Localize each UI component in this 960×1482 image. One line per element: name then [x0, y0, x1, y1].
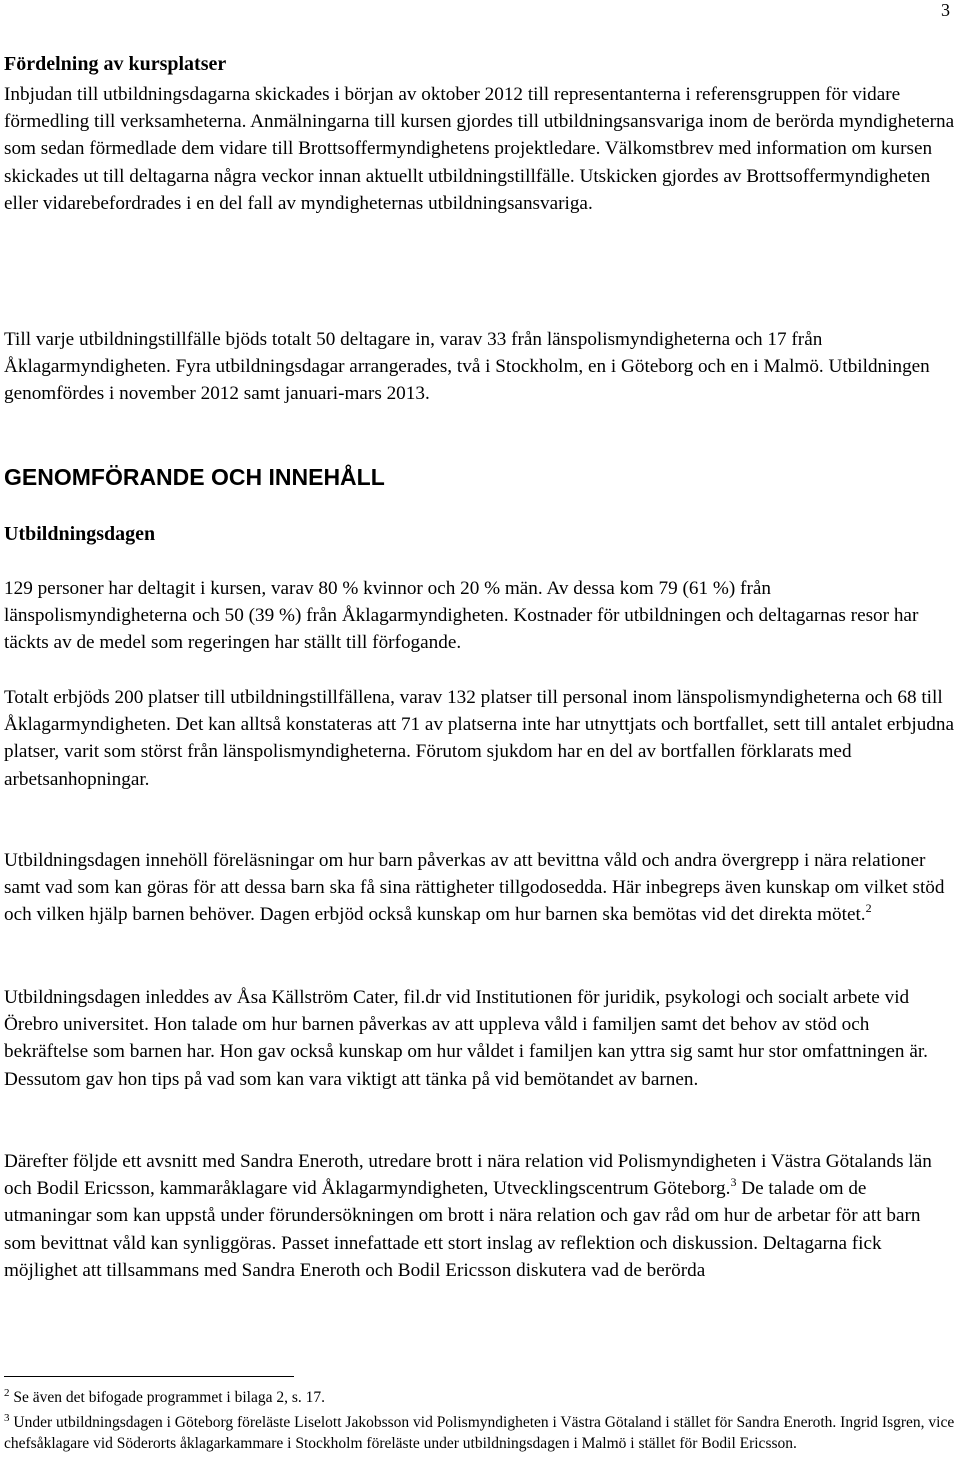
- paragraph-day-content: [4, 847, 956, 929]
- footnote-2-number: 2: [4, 1387, 10, 1399]
- paragraph-participant-stats: 129 personer har deltagit i kursen, varav 80 % kvinnor och 20 % män. Av dessa kom 79 (61 %) från länspolismyndigheterna och 50 (39 %) från Åklagarmyndigheten. Kostnader för utbildningen och deltagarnas resor har täckts av de medel som regeringen har ställt till förfogande.: [4, 578, 919, 654]
- paragraph-offered-places: Totalt erbjöds 200 platser till utbildningstillfällena, varav 132 platser till personal inom länspolismyndigheterna och 68 till Åklagarmyndigheten. Det kan alltså konstateras att 71 av platserna inte har utnyttjats och bortfallet, sett till antalet erbjudna platser, varit som störst från länspolismyndigheterna. Förutom sjukdom har en del av bortfallen förklarats med arbetsanhopningar.: [4, 687, 955, 790]
- paragraph-first-lecture: Utbildningsdagen inleddes av Åsa Källström Cater, fil.dr vid Institutionen för juridik, psykologi och socialt arbete vid Örebro universitet. Hon talade om hur barnen påverkas av att uppleva våld i familjen samt det behov av stöd och bekräftelse som barnen har. Hon gav också kunskap om hur våldet i familjen kan yttra sig samt hur stor omfattningen är. Dessutom gav hon tips på vad som kan vara viktigt att tänka på vid bemötandet av barnen.: [4, 987, 928, 1090]
- paragraph-second-session-text-b: De talade om de utmaningar som kan uppstå under förundersökningen om brott i nära relation och gav råd om hur de arbetar för att barn som bevittnat våld kan synliggöras. Passet innefattade ett stort inslag av reflektion och diskussion. Deltagarna fick möjlighet att tillsammans med Sandra Eneroth och Bodil Ericsson diskutera vad de berörda: [4, 1178, 921, 1281]
- paragraph-day-content-text: Utbildningsdagen innehöll föreläsningar om hur barn påverkas av att bevittna våld och andra övergrepp i nära relationer samt vad som kan göras för att dessa barn ska få sina rättigheter tillgodosedda. Här inbegreps även kunskap om vilket stöd och vilken hjälp barnen behöver. Dagen erbjöd också kunskap om hur barnen ska bemötas vid det direkta mötet.: [4, 850, 945, 926]
- paragraph-second-session-text-a: Därefter följde ett avsnitt med Sandra Eneroth, utredare brott i nära relation vid Polismyndigheten i Västra Götalands län och Bodil Ericsson, kammaråklagare vid Åklagarmyndigheten, Utvecklingscentrum Göteborg.: [4, 1151, 932, 1200]
- footnote-3-text: Under utbildningsdagen i Göteborg föreläste Liselott Jakobsson vid Polismyndigheten i Västra Götaland i stället för Sandra Eneroth. Ingrid Isgren, vice chefsåklagare vid Söderorts åklagarkammare i Stockholm föreläste under utbildningsdagen i Malmö i stället för Bodil Ericsson.: [4, 1414, 955, 1452]
- footnote-ref-3[interactable]: 3: [730, 1175, 737, 1190]
- paragraph-participants-per-session: Till varje utbildningstillfälle bjöds totalt 50 deltagare in, varav 33 från länspolismyndigheterna och 17 från Åklagarmyndigheten. Fyra utbildningsdagar arrangerades, två i Stockholm, en i Göteborg och en i Malmö. Utbildningen genomfördes i november 2012 samt januari-mars 2013.: [4, 329, 930, 405]
- footnote-3-number: 3: [4, 1412, 10, 1424]
- paragraph-second-session: [4, 1148, 956, 1284]
- footnote-ref-2[interactable]: 2: [865, 901, 872, 916]
- footnote-divider: [4, 1376, 294, 1377]
- main-heading: GENOMFÖRANDE OCH INNEHÅLL: [4, 464, 385, 490]
- paragraph-invitation: Inbjudan till utbildningsdagarna skickades i början av oktober 2012 till representanterna i referensgruppen för vidare förmedling till verksamheterna. Anmälningarna till kursen gjordes till utbildningsansvariga inom de berörda myndigheterna som sedan förmedlade dem vidare till Brottsoffermyndighetens projektledare. Välkomstbrev med information om kursen skickades ut till deltagarna några veckor innan aktuellt utbildningstillfälle. Utskicken gjordes av Brottsoffermyndigheten eller vidarebefordrades i en del fall av myndigheternas utbildningsansvariga.: [4, 84, 955, 214]
- page-number: 3: [941, 0, 950, 20]
- footnote-2: [4, 1387, 956, 1408]
- footnote-3: [4, 1412, 956, 1454]
- section-title: Fördelning av kursplatser: [4, 53, 227, 75]
- footnote-2-text: Se även det bifogade programmet i bilaga 2, s. 17.: [9, 1389, 326, 1406]
- sub-heading: Utbildningsdagen: [4, 523, 156, 545]
